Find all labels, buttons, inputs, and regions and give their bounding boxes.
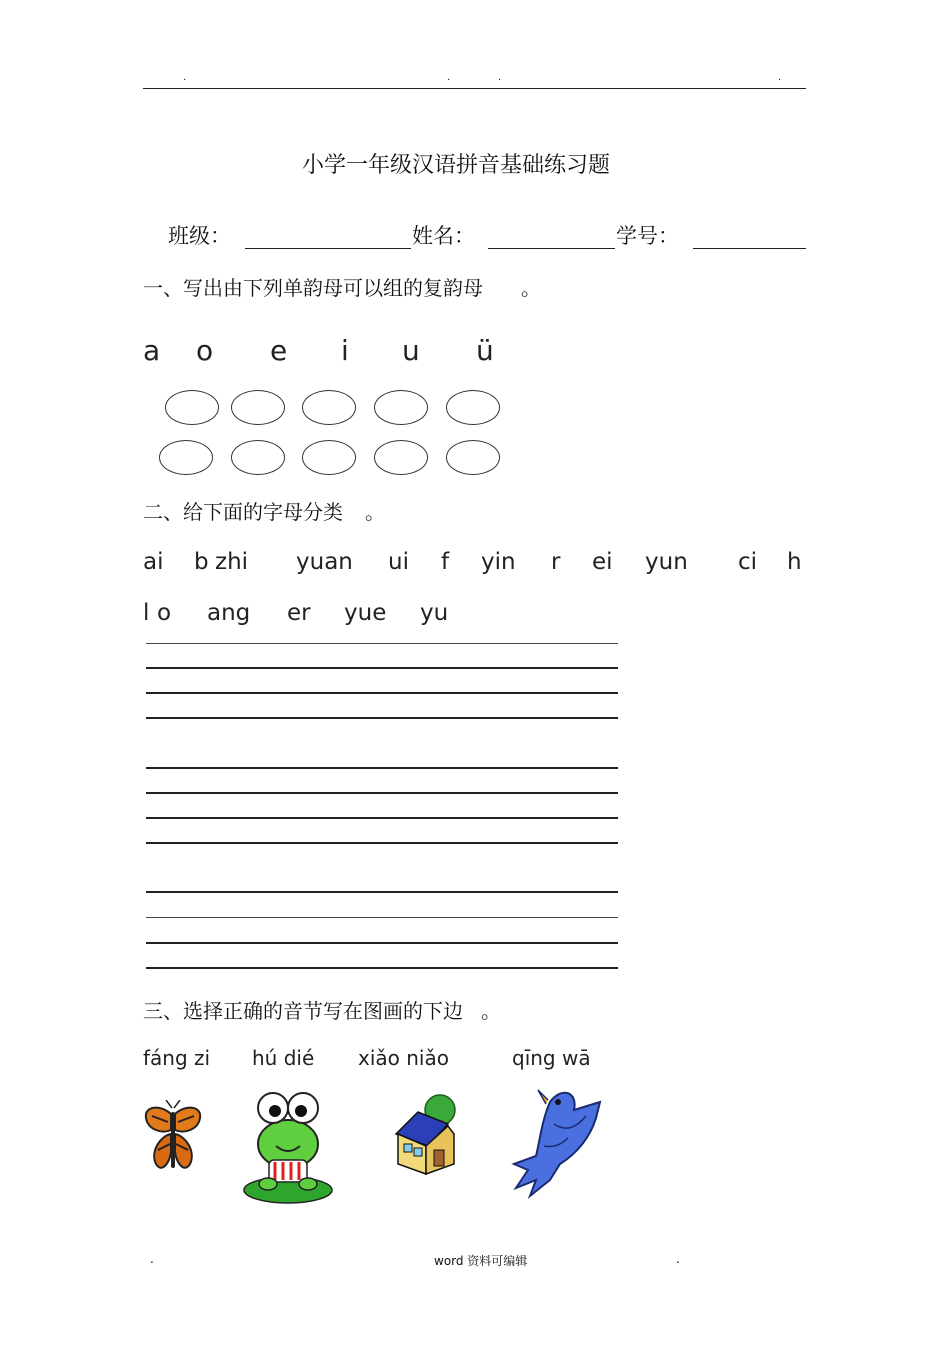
pinyin-item: yin bbox=[481, 549, 516, 575]
pinyin-item: yu bbox=[420, 600, 449, 626]
writing-line[interactable] bbox=[146, 792, 618, 794]
section3-heading-text: 三、选择正确的音节写在图画的下边 bbox=[143, 999, 463, 1023]
section1-heading bbox=[143, 272, 541, 301]
pinyin-item: yun bbox=[645, 549, 688, 575]
name-field[interactable] bbox=[488, 248, 615, 249]
header-rule bbox=[143, 88, 806, 89]
answer-oval[interactable] bbox=[446, 440, 500, 475]
answer-oval[interactable] bbox=[446, 390, 500, 425]
butterfly-icon bbox=[142, 1100, 204, 1182]
section3-heading bbox=[143, 995, 501, 1024]
answer-oval[interactable] bbox=[302, 390, 356, 425]
pinyin-item: r bbox=[551, 549, 561, 575]
syllable-option: fáng zi bbox=[143, 1046, 211, 1070]
vowel-letter: e bbox=[270, 334, 288, 367]
syllable-option: qīng wā bbox=[512, 1046, 591, 1070]
pinyin-item: l bbox=[143, 600, 150, 626]
writing-line[interactable] bbox=[146, 942, 618, 944]
frog-icon bbox=[242, 1086, 334, 1204]
pinyin-item: o bbox=[157, 600, 172, 626]
bird-icon bbox=[510, 1084, 606, 1206]
vowel-letter: i bbox=[341, 334, 349, 367]
page-title: 小学一年级汉语拼音基础练习题 bbox=[301, 153, 610, 178]
answer-oval[interactable] bbox=[302, 440, 356, 475]
section3-heading-end: 。 bbox=[481, 999, 501, 1023]
header-dot: . bbox=[447, 72, 451, 83]
id-field[interactable] bbox=[693, 248, 806, 249]
section2-heading-text: 二、给下面的字母分类 bbox=[143, 500, 343, 524]
answer-oval[interactable] bbox=[231, 390, 285, 425]
section1-heading-end: 。 bbox=[521, 276, 541, 300]
name-label: 姓名： bbox=[412, 224, 475, 248]
writing-line[interactable] bbox=[146, 917, 618, 918]
pinyin-item: b bbox=[194, 549, 209, 575]
vowel-letter: o bbox=[196, 334, 214, 367]
writing-line[interactable] bbox=[146, 817, 618, 819]
writing-line[interactable] bbox=[146, 891, 618, 893]
writing-line[interactable] bbox=[146, 692, 618, 694]
footer-dot: . bbox=[150, 1252, 154, 1266]
answer-oval[interactable] bbox=[231, 440, 285, 475]
pinyin-item: er bbox=[287, 600, 311, 626]
writing-line[interactable] bbox=[146, 967, 618, 969]
syllable-option: xiǎo niǎo bbox=[358, 1046, 449, 1070]
pinyin-item: ang bbox=[207, 600, 251, 626]
pinyin-item: h bbox=[787, 549, 802, 575]
header-dot: . bbox=[778, 72, 782, 83]
syllable-option: hú dié bbox=[252, 1046, 315, 1070]
house-icon bbox=[392, 1094, 464, 1178]
answer-oval[interactable] bbox=[374, 440, 428, 475]
answer-oval[interactable] bbox=[165, 390, 219, 425]
writing-line[interactable] bbox=[146, 717, 618, 719]
pinyin-item: yue bbox=[344, 600, 387, 626]
class-field[interactable] bbox=[245, 248, 411, 249]
answer-oval[interactable] bbox=[159, 440, 213, 475]
footer-text: word 资料可编辑 bbox=[434, 1254, 528, 1268]
pinyin-item: yuan bbox=[296, 549, 353, 575]
pinyin-item: f bbox=[441, 549, 450, 575]
class-label: 班级： bbox=[168, 224, 231, 248]
header-dot: . bbox=[183, 72, 187, 83]
pinyin-item: ei bbox=[592, 549, 613, 575]
writing-line[interactable] bbox=[146, 667, 618, 669]
writing-line[interactable] bbox=[146, 643, 618, 644]
writing-line[interactable] bbox=[146, 767, 618, 769]
section2-heading bbox=[143, 496, 385, 525]
section2-heading-end: 。 bbox=[365, 500, 385, 524]
writing-line[interactable] bbox=[146, 842, 618, 844]
pinyin-item: ui bbox=[388, 549, 409, 575]
header-dot: . bbox=[498, 72, 502, 83]
section1-heading-text: 一、写出由下列单韵母可以组的复韵母 bbox=[143, 276, 483, 300]
vowel-letter: a bbox=[143, 334, 161, 367]
id-label: 学号： bbox=[616, 224, 679, 248]
pinyin-item: ci bbox=[738, 549, 758, 575]
answer-oval[interactable] bbox=[374, 390, 428, 425]
footer-dot: . bbox=[676, 1252, 680, 1266]
pinyin-item: zhi bbox=[215, 549, 249, 575]
vowel-letter: ü bbox=[476, 334, 494, 367]
vowel-letter: u bbox=[402, 334, 420, 367]
pinyin-item: ai bbox=[143, 549, 164, 575]
